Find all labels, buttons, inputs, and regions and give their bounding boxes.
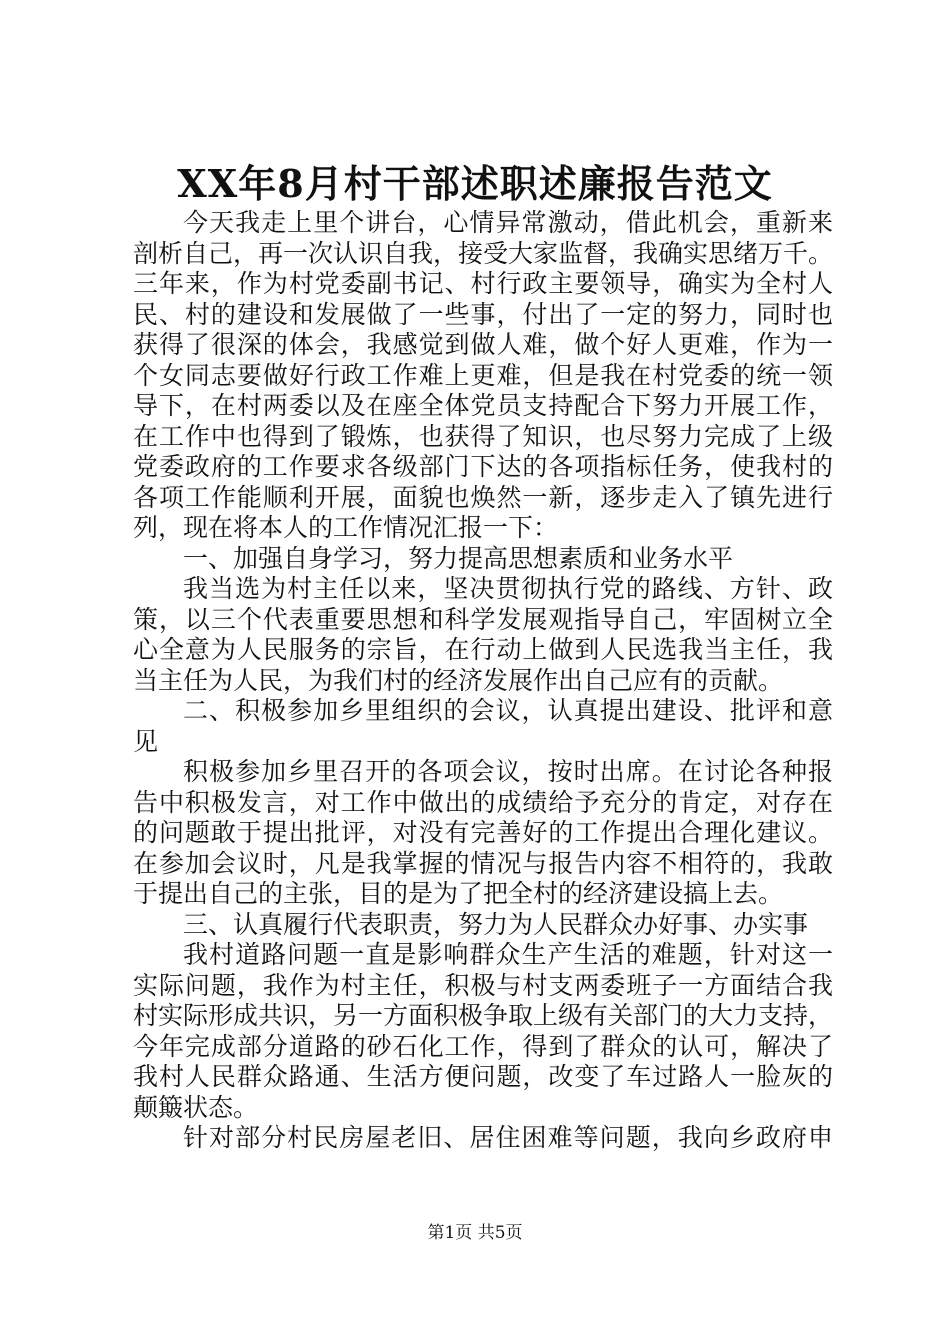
text-line: 告中积极发言，对工作中做出的成绩给予充分的肯定，对存在 <box>133 787 833 817</box>
text-line: 针对部分村民房屋老旧、居住困难等问题，我向乡政府申 <box>183 1123 833 1152</box>
section-heading: 一、加强自身学习，努力提高思想素质和业务水平 <box>183 543 734 573</box>
text-line: 各项工作能顺利开展，面貌也焕然一新，逐步走入了镇先进行 <box>133 482 833 512</box>
text-line: 策，以三个代表重要思想和科学发展观指导自己，牢固树立全 <box>133 604 833 634</box>
text-line: 今天我走上里个讲台，心情异常激动，借此机会，重新来 <box>183 208 833 237</box>
section-heading: 三、认真履行代表职责，努力为人民群众办好事、办实事 <box>183 909 809 939</box>
text-line: 获得了很深的体会，我感觉到做人难，做个好人更难，作为一 <box>133 330 833 359</box>
text-line: 的问题敢于提出批评，对没有完善好的工作提出合理化建议。 <box>133 818 833 847</box>
text-line: 在工作中也得到了锻炼，也获得了知识，也尽努力完成了上级 <box>133 421 833 451</box>
document-title: XX年8月村干部述职述廉报告范文 <box>177 161 773 206</box>
text-line: 我当选为村主任以来，坚决贯彻执行党的路线、方针、政 <box>183 574 833 603</box>
text-line: 我村道路问题一直是影响群众生产生活的难题，针对这一 <box>183 940 833 969</box>
text-line: 实际问题，我作为村主任，积极与村支两委班子一方面结合我 <box>133 970 833 1000</box>
text-line: 在参加会议时，凡是我掌握的情况与报告内容不相符的，我敢 <box>133 848 833 878</box>
text-line: 党委政府的工作要求各级部门下达的各项指标任务，使我村的 <box>133 452 833 481</box>
text-line: 个女同志要做好行政工作难上更难，但是我在村党委的统一领 <box>133 360 833 390</box>
page-number: 第1页 共5页 <box>427 1223 523 1243</box>
text-line: 心全意为人民服务的宗旨，在行动上做到人民选我当主任，我 <box>133 635 833 664</box>
text-line: 颠簸状态。 <box>133 1092 259 1122</box>
document-body <box>133 208 833 1154</box>
text-line: 我村人民群众路通、生活方便问题，改变了车过路人一脸灰的 <box>133 1062 833 1091</box>
text-line: 当主任为人民，为我们村的经济发展作出自己应有的贡献。 <box>133 665 784 695</box>
text-line: 导下，在村两委以及在座全体党员支持配合下努力开展工作， <box>133 391 833 420</box>
text-line: 剖析自己，再一次认识自我，接受大家监督，我确实思绪万千。 <box>133 238 834 268</box>
text-line: 村实际形成共识，另一方面积极争取上级有关部门的大力支持， <box>133 1001 834 1030</box>
text-line: 三年来，作为村党委副书记、村行政主要领导，确实为全村人 <box>133 269 833 298</box>
text-line: 民、村的建设和发展做了一些事，付出了一定的努力，同时也 <box>133 299 833 329</box>
text-line: 列，现在将本人的工作情况汇报一下： <box>133 513 559 542</box>
section-heading: 见 <box>133 726 159 756</box>
text-line: 积极参加乡里召开的各项会议，按时出席。在讨论各种报 <box>183 757 833 786</box>
text-line: 今年完成部分道路的砂石化工作，得到了群众的认可，解决了 <box>133 1031 833 1061</box>
section-heading: 二、积极参加乡里组织的会议，认真提出建设、批评和意 <box>183 696 833 725</box>
text-line: 于提出自己的主张，目的是为了把全村的经济建设搞上去。 <box>133 879 784 908</box>
